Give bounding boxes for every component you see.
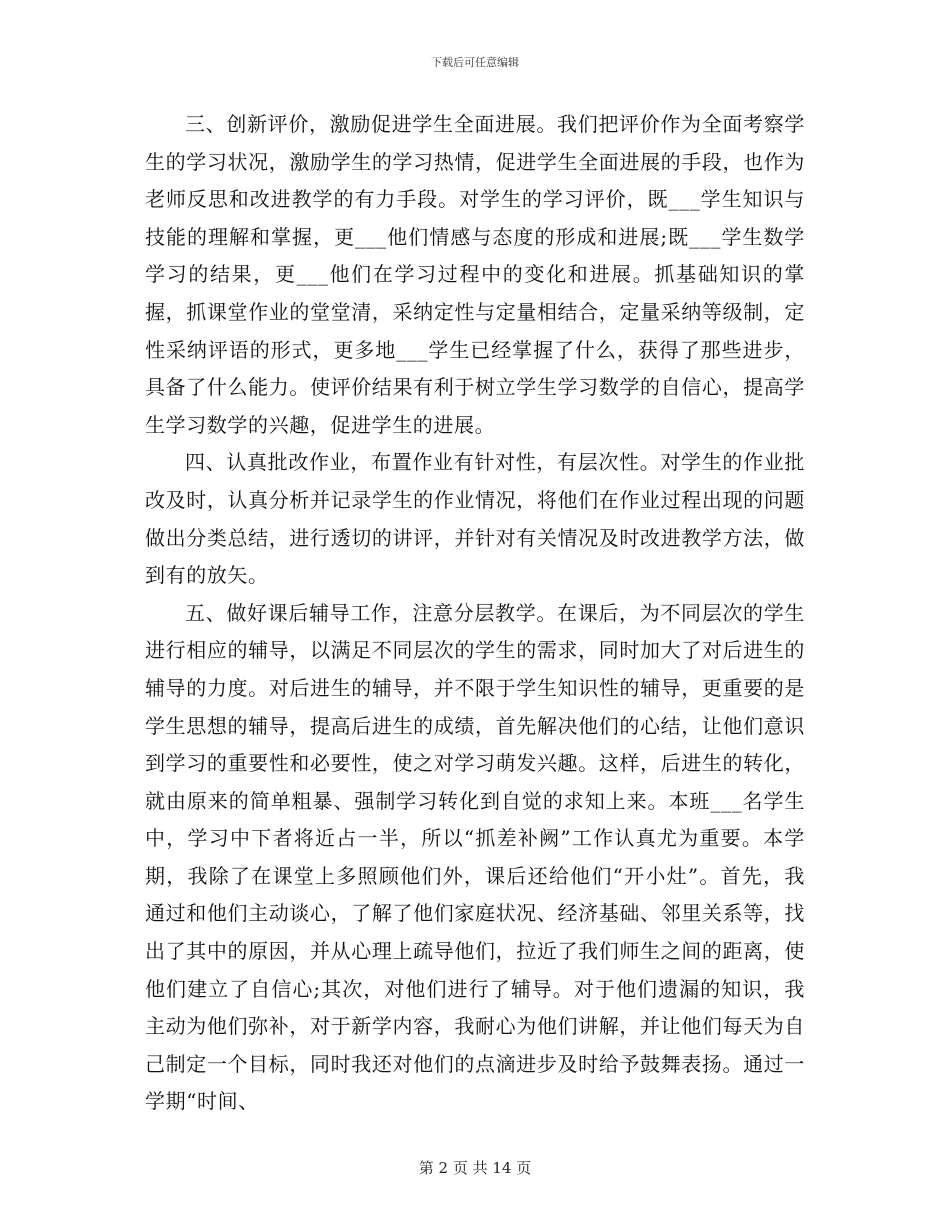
page-footer: 第 2 页 共 14 页 bbox=[418, 1159, 532, 1177]
paragraph-innovative-evaluation: 三、创新评价，激励促进学生全面进展。我们把评价作为全面考察学生的学习状况，激励学生的学习热情，促进学生全面进展的手段，也作为老师反思和改进教学的有力手段。对学生的学习评价，既___学生知识与技能的理解和掌握，更___他们情感与态度的形成和进展;既___学生数学学习的结果，更___他们在学习过程中的变化和进展。抓基础知识的掌握，抓课堂作业的堂堂清，采纳定性与定量相结合，定量采纳等级制，定性采纳评语的形式，更多地___学生已经掌握了什么，获得了那些进步，具备了什么能力。使评价结果有利于树立学生学习数学的自信心，提高学生学习数学的兴趣，促进学生的进展。 bbox=[145, 112, 805, 437]
document-body bbox=[145, 106, 805, 1121]
paragraph-after-class-tutoring: 五、做好课后辅导工作，注意分层教学。在课后，为不同层次的学生进行相应的辅导，以满足不同层次的学生的需求，同时加大了对后进生的辅导的力度。对后进生的辅导，并不限于学生知识性的辅导，更重要的是学生思想的辅导，提高后进生的成绩，首先解决他们的心结，让他们意识到学习的重要性和必要性，使之对学习萌发兴趣。这样，后进生的转化，就由原来的简单粗暴、强制学习转化到自觉的求知上来。本班___名学生中，学习中下者将近占一半，所以“抓差补阙”工作认真尤为重要。本学期，我除了在课堂上多照顾他们外，课后还给他们“开小灶”。首先，我通过和他们主动谈心，了解了他们家庭状况、经济基础、邻里关系等，找出了其中的原因，并从心理上疏导他们，拉近了我们师生之间的距离，使他们建立了自信心;其次，对他们进行了辅导。对于他们遗漏的知识，我主动为他们弥补，对于新学内容，我耐心为他们讲解，并让他们每天为自己制定一个目标，同时我还对他们的点滴进步及时给予鼓舞表扬。通过一学期“时间、 bbox=[145, 600, 805, 1114]
page-header: 下载后可任意编辑 bbox=[431, 56, 519, 69]
paragraph-homework-correction: 四、认真批改作业，布置作业有针对性，有层次性。对学生的作业批改及时，认真分析并记录学生的作业情况，将他们在作业过程出现的问题做出分类总结，进行透切的讲评，并针对有关情况及时改进教学方法，做到有的放矢。 bbox=[145, 450, 805, 588]
